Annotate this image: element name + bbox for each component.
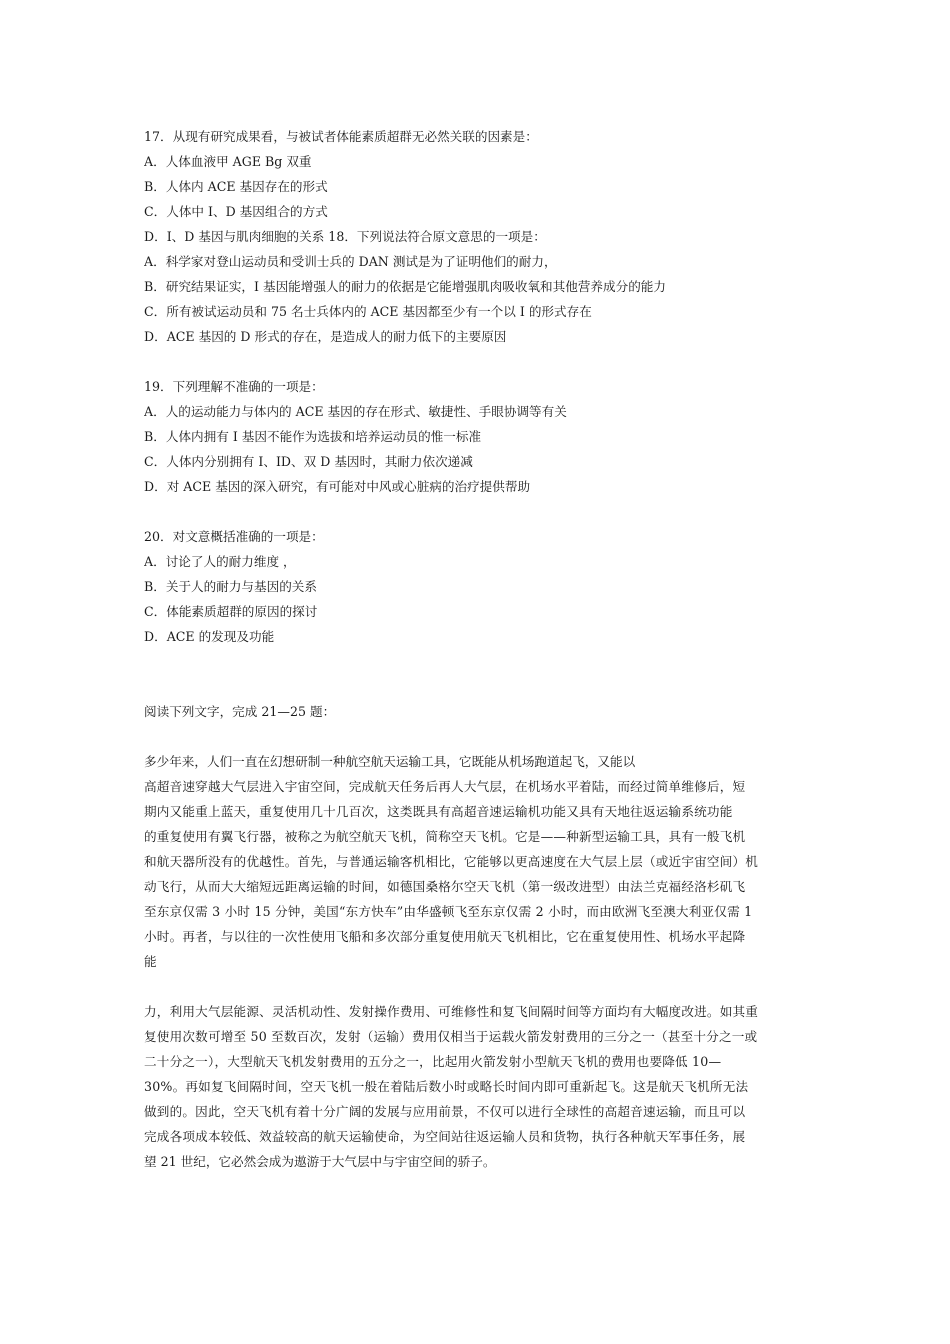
paragraph-line: 期内又能重上蓝天，重复使用几十几百次，这类既具有高超音速运输机功能又具有天地往返运输系统功能 — [144, 804, 733, 819]
spacer — [144, 349, 814, 374]
paragraph-line: 多少年来，人们一直在幻想研制一种航空航天运输工具，它既能从机场跑道起飞，又能以 — [144, 754, 636, 769]
spacer — [144, 499, 814, 524]
paragraph-line: 做到的。因此，空天飞机有着十分广阔的发展与应用前景，不仅可以进行全球性的高超音速运输，而且可以 — [144, 1104, 746, 1119]
paragraph-line: 小时。再者，与以往的一次性使用飞船和多次部分重复使用航天飞机相比，它在重复使用性、机场水平起降 — [144, 929, 746, 944]
paragraph-line: 高超音速穿越大气层进入宇宙空间，完成航天任务后再人大气层，在机场水平着陆，而经过简单维修后，短 — [144, 779, 746, 794]
question-17-option-a: A．人体血液甲 AGE Bg 双重 — [144, 154, 312, 169]
paragraph-line: 能 — [144, 954, 157, 969]
reading-paragraph-2 — [144, 999, 814, 1174]
question-17-option-c: C．人体中 I、D 基因组合的方式 — [144, 204, 328, 219]
paragraph-line: 二十分之一），大型航天飞机发射费用的五分之一，比起用火箭发射小型航天飞机的费用也要降低 10— — [144, 1054, 722, 1069]
paragraph-line: 完成各项成本较低、效益较高的航天运输使命，为空间站往返运输人员和货物，执行各种航天军事任务，展 — [144, 1129, 746, 1144]
question-19 — [144, 374, 814, 499]
paragraph-line: 望 21 世纪，它必然会成为遨游于大气层中与宇宙空间的骄子。 — [144, 1154, 496, 1169]
question-20-stem: 20．对文意概括准确的一项是： — [144, 529, 324, 544]
question-19-option-d: D．对 ACE 基因的深入研究，有可能对中风或心脏病的治疗提供帮助 — [144, 479, 531, 494]
spacer — [144, 649, 814, 699]
question-19-option-c: C．人体内分别拥有 I、ID、双 D 基因时，其耐力依次递减 — [144, 454, 473, 469]
question-18-option-d: D．ACE 基因的 D 形式的存在，是造成人的耐力低下的主要原因 — [144, 329, 507, 344]
reading-paragraph-1 — [144, 749, 814, 974]
paragraph-line: 至东京仅需 3 小时 15 分钟，美国“东方快车”由华盛顿飞至东京仅需 2 小时，而由欧洲飞至澳大利亚仅需 1 — [144, 904, 753, 919]
paragraph-line: 复使用次数可增至 50 至数百次，发射（运输）费用仅相当于运载火箭发射费用的三分之一（甚至十分之一或 — [144, 1029, 758, 1044]
question-19-stem: 19．下列理解不准确的一项是： — [144, 379, 324, 394]
paragraph-line: 和航天器所没有的优越性。首先，与普通运输客机相比，它能够以更高速度在大气层上层（或近宇宙空间）机 — [144, 854, 759, 869]
paragraph-line: 动飞行，从而大大缩短远距离运输的时间，如德国桑格尔空天飞机（第一级改进型）由法兰克福经洛杉矶飞 — [144, 879, 746, 894]
question-20-option-c: C．体能素质超群的原因的探讨 — [144, 604, 318, 619]
question-20 — [144, 524, 814, 649]
question-17-stem: 17．从现有研究成果看，与被试者体能素质超群无必然关联的因素是： — [144, 129, 538, 144]
question-17 — [144, 124, 814, 249]
question-20-option-d: D．ACE 的发现及功能 — [144, 629, 275, 644]
paragraph-line: 30%。再如复飞间隔时间，空天飞机一般在着陆后数小时或略长时间内即可重新起飞。这是航天飞机所无法 — [144, 1079, 749, 1094]
paragraph-line: 力，利用大气层能源、灵活机动性、发射操作费用、可维修性和复飞间隔时间等方面均有大幅度改进。如其重 — [144, 1004, 759, 1019]
question-17-option-d: D．I、D 基因与肌肉细胞的关系 18．下列说法符合原文意思的一项是： — [144, 229, 546, 244]
question-18-option-b: B．研究结果证实，I 基因能增强人的耐力的依据是它能增强肌肉吸收氧和其他营养成分的能力 — [144, 279, 666, 294]
question-18-option-c: C．所有被试运动员和 75 名士兵体内的 ACE 基因都至少有一个以 I 的形式存在 — [144, 304, 592, 319]
spacer — [144, 974, 814, 999]
question-18-option-a: A．科学家对登山运动员和受训士兵的 DAN 测试是为了证明他们的耐力， — [144, 254, 557, 269]
question-19-option-b: B．人体内拥有 I 基因不能作为选拔和培养运动员的惟一标准 — [144, 429, 482, 444]
document-page — [144, 124, 814, 1174]
question-17-option-b: B．人体内 ACE 基因存在的形式 — [144, 179, 328, 194]
reading-instruction: 阅读下列文字，完成 21—25 题： — [144, 704, 336, 719]
question-20-option-a: A．讨论了人的耐力维度 ， — [144, 554, 296, 569]
question-20-option-b: B．关于人的耐力与基因的关系 — [144, 579, 317, 594]
spacer — [144, 724, 814, 749]
question-18 — [144, 249, 814, 349]
paragraph-line: 的重复使用有翼飞行器，被称之为航空航天飞机，简称空天飞机。它是——种新型运输工具，具有一般飞机 — [144, 829, 746, 844]
question-19-option-a: A．人的运动能力与体内的 ACE 基因的存在形式、敏捷性、手眼协调等有关 — [144, 404, 567, 419]
